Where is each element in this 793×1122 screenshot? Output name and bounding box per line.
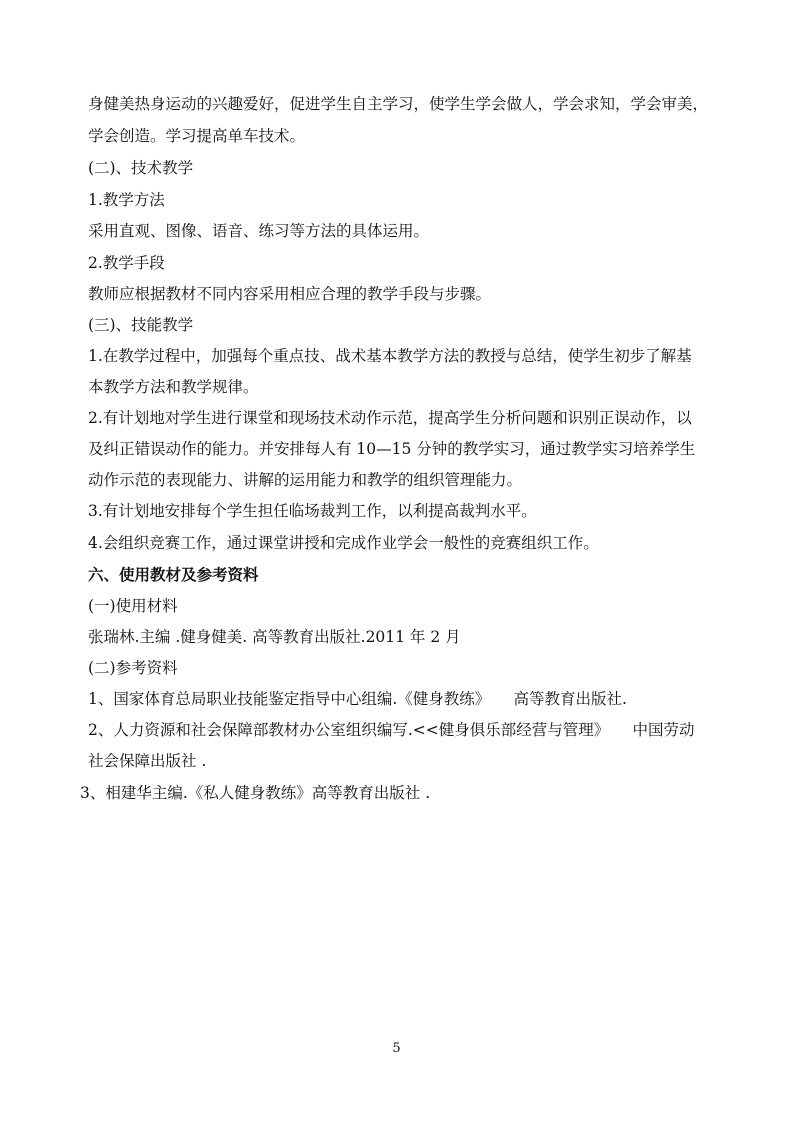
item-teaching-method: 1.教学方法 [88, 191, 165, 209]
paragraph-line-2: 学会创造。学习提高单车技术。 [88, 127, 306, 145]
skill-item-2-line-1: 2.有计划地对学生进行课堂和现场技术动作示范，提高学生分析问题和识别正误动作，以 [88, 409, 692, 427]
reference-3: 3、相建华主编.《私人健身教练》高等教育出版社 . [80, 784, 431, 802]
skill-item-2-line-2: 及纠正错误动作的能力。并安排每人有 10—15 分钟的教学实习，通过教学实习培养学生 [88, 440, 696, 458]
paragraph-teaching-method: 采用直观、图像、语音、练习等方法的具体运用。 [88, 222, 430, 240]
reference-1: 1、国家体育总局职业技能鉴定指导中心组编.《健身教练》 高等教育出版社. [88, 690, 627, 708]
subheading-materials-used: (一)使用材料 [88, 597, 178, 615]
reference-2-line-2: 社会保障出版社 . [88, 752, 207, 770]
skill-item-4: 4.会组织竞赛工作，通过课堂讲授和完成作业学会一般性的竞赛组织工作。 [88, 534, 599, 552]
skill-item-2-line-3: 动作示范的表现能力、讲解的运用能力和教学的组织管理能力。 [88, 471, 523, 489]
subheading-skill-teaching: (三)、技能教学 [88, 316, 194, 334]
subheading-technical-teaching: (二)、技术教学 [88, 159, 194, 177]
page-number: 5 [392, 1041, 401, 1056]
skill-item-3: 3.有计划地安排每个学生担任临场裁判工作，以利提高裁判水平。 [88, 502, 537, 520]
subheading-references: (二)参考资料 [88, 659, 178, 677]
section-heading-materials: 六、使用教材及参考资料 [88, 565, 259, 584]
item-teaching-means: 2.教学手段 [88, 254, 165, 272]
paragraph-teaching-means: 教师应根据教材不同内容采用相应合理的教学手段与步骤。 [88, 285, 492, 303]
textbook-citation: 张瑞林.主编 .健身健美. 高等教育出版社.2011 年 2 月 [88, 628, 461, 646]
reference-2-line-1: 2、人力资源和社会保障部教材办公室组织编写.<<健身俱乐部经营与管理》 中国劳动 [88, 721, 695, 739]
skill-item-1-line-2: 本教学方法和教学规律。 [88, 378, 259, 396]
paragraph-line-1: 身健美热身运动的兴趣爱好，促进学生自主学习，使学生学会做人，学会求知，学会审美， [88, 95, 709, 113]
skill-item-1-line-1: 1.在教学过程中，加强每个重点技、战术基本教学方法的教授与总结，使学生初步了解基 [88, 347, 692, 365]
